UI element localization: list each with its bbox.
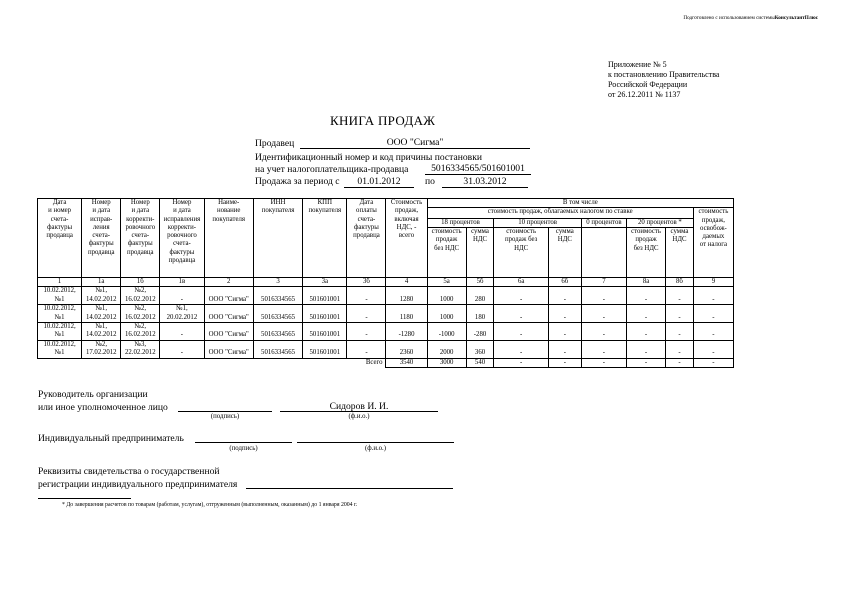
header-text: продаж (435, 236, 458, 244)
column-number: 3 (253, 278, 302, 287)
cell-7: - (581, 287, 626, 305)
header-c6b (548, 228, 581, 278)
column-number: 3б (347, 278, 386, 287)
header-text: продавца (46, 232, 73, 240)
seller-underline (300, 148, 530, 149)
column-number: 3а (303, 278, 347, 287)
header-c5a (427, 228, 466, 278)
page-title: КНИГА ПРОДАЖ (330, 113, 436, 128)
header-text: фактуры (354, 223, 379, 231)
totals-8b: - (666, 358, 694, 367)
header-including: В том числе (427, 199, 733, 208)
column-number: 8б (666, 278, 694, 287)
cell-inn: 5016334565 (253, 322, 302, 340)
header-text: даемых (702, 233, 725, 241)
header-text: счета- (357, 215, 376, 223)
cell-6b: - (548, 287, 581, 305)
totals-6b: - (548, 358, 581, 367)
source-note-prefix: Подготовлено с использованием системы (683, 15, 775, 21)
totals-7: - (581, 358, 626, 367)
header-text: покупателя (308, 207, 342, 215)
header-text: корректи- (126, 215, 155, 223)
header-c4 (386, 199, 427, 278)
cell-buyer: ООО "Сигма" (204, 340, 253, 358)
header-text: корректи- (167, 223, 197, 231)
cell-5b: 360 (466, 340, 494, 358)
cell-corrective-fix: - (160, 322, 204, 340)
cell-corrective (121, 287, 160, 305)
cell-7: - (581, 340, 626, 358)
header-text: стоимость (631, 228, 661, 235)
cell-8b: - (666, 287, 694, 305)
cell-text: 20.02.2012 (166, 313, 198, 321)
cell-7: - (581, 322, 626, 340)
cell-inn: 5016334565 (253, 340, 302, 358)
header-text: и дата (173, 207, 191, 215)
cell-text: №3, (134, 340, 147, 348)
cell-8b: - (666, 305, 694, 323)
cell-6b: - (548, 340, 581, 358)
column-number: 2 (204, 278, 253, 287)
cell-5a: 1000 (427, 305, 466, 323)
header-text: исправления (163, 215, 201, 223)
header-p10: 10 процентов (494, 218, 581, 227)
cell-text: 10.02.2012, (43, 340, 76, 348)
column-number: 5а (427, 278, 466, 287)
header-text: КПП (317, 199, 332, 206)
header-text: Стоимость (390, 199, 423, 206)
header-text: счета- (131, 232, 150, 240)
cell-8a: - (627, 340, 666, 358)
appendix-line: от 26.12.2011 № 1137 (608, 90, 681, 99)
id-label-2: на учет налогоплательщика-продавца (255, 164, 409, 175)
totals-5a: 3000 (427, 358, 466, 367)
header-text: покупателя (261, 207, 295, 215)
period-to-label: по (425, 176, 435, 187)
id-underline (425, 174, 531, 175)
cell-text: 14.02.2012 (85, 313, 117, 321)
column-number: 8а (627, 278, 666, 287)
head-label-1: Руководитель организации (38, 389, 148, 400)
header-c7 (581, 228, 626, 278)
column-number: 6а (494, 278, 548, 287)
header-c1a (82, 199, 121, 278)
cell-pay-date: - (347, 305, 386, 323)
table-row (38, 322, 734, 340)
header-text: Номер (91, 199, 111, 206)
cell-5a: 2000 (427, 340, 466, 358)
ip-sign-line (195, 442, 292, 443)
header-text: ИНН (270, 199, 286, 206)
totals-label: Всего (38, 358, 386, 367)
column-number: 1 (38, 278, 82, 287)
header-row-1 (38, 199, 734, 208)
totals-5b: 540 (466, 358, 494, 367)
header-text: покупателя (212, 215, 246, 223)
head-name: Сидоров И. И. (329, 401, 389, 412)
header-text: продаж, (701, 216, 725, 224)
cell-5a: 1000 (427, 287, 466, 305)
table-row (38, 340, 734, 358)
cell-8a: - (627, 287, 666, 305)
header-text: стоимость (698, 208, 729, 216)
cell-buyer: ООО "Сигма" (204, 322, 253, 340)
req-label-1: Реквизиты свидетельства о государственной (38, 466, 220, 477)
cell-6a: - (494, 305, 548, 323)
column-number: 1а (82, 278, 121, 287)
header-c1v (160, 199, 204, 278)
header-text: НДС (672, 236, 687, 244)
header-text: без НДС (434, 244, 460, 252)
cell-8b: - (666, 322, 694, 340)
cell-text: №1 (54, 349, 65, 357)
header-c5b (466, 228, 494, 278)
cell-text: 10.02.2012, (43, 322, 76, 330)
cell-kpp: 501601001 (303, 305, 347, 323)
cell-6a: - (494, 287, 548, 305)
cell-6a: - (494, 322, 548, 340)
cell-kpp: 501601001 (303, 340, 347, 358)
cell-correction (82, 340, 121, 358)
header-text: продаж без (505, 236, 538, 244)
column-number: 1в (160, 278, 204, 287)
sales-table (37, 198, 734, 368)
source-note (683, 15, 818, 21)
header-c2 (204, 199, 253, 278)
cell-9: - (693, 305, 733, 323)
header-text: Дата (359, 199, 374, 206)
cell-text: №1, (95, 305, 108, 313)
header-c3b (347, 199, 386, 278)
header-c8b (666, 228, 694, 278)
header-text: и номер (48, 207, 72, 215)
cell-invoice (38, 322, 82, 340)
table-row (38, 287, 734, 305)
cell-correction (82, 287, 121, 305)
header-text: НДС, - (396, 223, 417, 231)
header-text: продавца (87, 248, 115, 256)
header-text: всего (398, 232, 415, 240)
header-text: сумма (471, 228, 489, 235)
period-from: 01.01.2012 (357, 176, 401, 187)
table-row (38, 305, 734, 323)
cell-text: 16.02.2012 (125, 313, 156, 321)
header-text: продаж (635, 236, 657, 244)
head-fio-caption: (ф.и.о.) (348, 413, 370, 420)
cell-pay-date: - (347, 340, 386, 358)
cell-text: №1, (95, 322, 108, 330)
cell-total: 2360 (386, 340, 427, 358)
totals-row (38, 358, 734, 367)
cell-total: 1180 (386, 305, 427, 323)
header-c9 (693, 208, 733, 278)
header-text: продаж, (394, 207, 419, 215)
header-text: НДС (557, 236, 572, 244)
cell-text: №1 (54, 331, 65, 339)
cell-corrective-fix: - (160, 287, 204, 305)
header-text: Номер (130, 199, 150, 206)
cell-text: №1 (54, 313, 65, 321)
cell-buyer: ООО "Сигма" (204, 287, 253, 305)
cell-5b: 180 (466, 305, 494, 323)
req-label-2: регистрации индивидуального предпринимателя (38, 479, 238, 490)
cell-5b: 280 (466, 287, 494, 305)
header-text: освобож- (700, 224, 727, 232)
cell-corrective (121, 305, 160, 323)
appendix-line: Приложение № 5 (608, 60, 667, 69)
appendix-line: Российской Федерации (608, 80, 688, 89)
header-text: НДС (472, 236, 488, 244)
header-p0: 0 процентов (581, 218, 626, 227)
header-text: от налога (699, 241, 728, 249)
header-text: фактуры (169, 248, 195, 256)
cell-corrective (121, 322, 160, 340)
period-to-underline (442, 187, 528, 188)
header-text: и дата (92, 207, 111, 215)
cell-5a: -1000 (427, 322, 466, 340)
totals-9: - (693, 358, 733, 367)
header-text: стоимость (431, 228, 462, 235)
cell-pay-date: - (347, 322, 386, 340)
header-text: ления (92, 223, 110, 231)
cell-text: 17.02.2012 (85, 349, 117, 357)
header-text: счета- (173, 240, 191, 248)
header-text: счета- (50, 215, 69, 223)
cell-total: -1280 (386, 322, 427, 340)
cell-text: 16.02.2012 (125, 331, 156, 339)
cell-text: 16.02.2012 (125, 295, 156, 303)
req-line (246, 488, 453, 489)
header-c6a (494, 228, 548, 278)
column-number: 7 (581, 278, 626, 287)
header-text: фактуры (47, 223, 73, 231)
header-text: ровочного (125, 223, 156, 231)
ip-name-line (297, 442, 454, 443)
cell-8b: - (666, 340, 694, 358)
cell-invoice (38, 287, 82, 305)
cell-text: 22.02.2012 (125, 349, 156, 357)
id-label-1: Идентификационный номер и код причины постановки (255, 152, 482, 163)
header-p18: 18 процентов (427, 218, 494, 227)
ip-sign-caption: (подпись) (229, 445, 258, 452)
header-text: сумма (670, 228, 689, 235)
seller-value: ООО "Сигма" (386, 137, 444, 148)
appendix-line: к постановлению Правительства (608, 70, 720, 79)
header-c1 (38, 199, 82, 278)
cell-8a: - (627, 305, 666, 323)
cell-invoice (38, 340, 82, 358)
cell-text: №2, (95, 340, 108, 348)
cell-text: №2, (134, 305, 147, 313)
cell-buyer: ООО "Сигма" (204, 305, 253, 323)
cell-corrective-fix (160, 305, 204, 323)
header-text: Номер (172, 199, 192, 206)
header-c1b (121, 199, 160, 278)
totals-6a: - (494, 358, 548, 367)
header-text: и дата (131, 207, 150, 215)
cell-correction (82, 322, 121, 340)
cell-text: 14.02.2012 (85, 331, 117, 339)
header-p20: 20 процентов * (627, 218, 694, 227)
cell-text: №2, (134, 287, 147, 295)
header-text: Дата (52, 199, 67, 206)
cell-kpp: 501601001 (303, 322, 347, 340)
cell-inn: 5016334565 (253, 287, 302, 305)
cell-6a: - (494, 340, 548, 358)
header-taxed: стоимость продаж, облагаемых налогом по ставке (427, 208, 693, 218)
cell-9: - (693, 340, 733, 358)
seller-label: Продавец (255, 138, 295, 149)
cell-7: - (581, 305, 626, 323)
header-text: нование (216, 207, 241, 215)
column-number: 1б (121, 278, 160, 287)
cell-9: - (693, 322, 733, 340)
cell-corrective-fix: - (160, 340, 204, 358)
header-c3a (303, 199, 347, 278)
cell-text: 10.02.2012, (43, 305, 76, 313)
footnote: * До завершения расчетов по товарам (работам, услугам), отгруженным (выполненным, оказанным) до 1 января 2004 г. (62, 502, 358, 508)
header-text: исправ- (90, 215, 113, 223)
cell-6b: - (548, 305, 581, 323)
footnote-separator (38, 498, 131, 499)
source-note-brand: КонсультантПлюс (774, 15, 818, 21)
cell-8a: - (627, 322, 666, 340)
appendix-block (608, 60, 719, 100)
cell-6b: - (548, 322, 581, 340)
header-text: без НДС (633, 244, 659, 252)
cell-text: №2, (134, 322, 147, 330)
cell-correction (82, 305, 121, 323)
cell-text: №1 (54, 295, 65, 303)
header-text: фактуры (88, 240, 114, 248)
cell-text: №1, (95, 287, 108, 295)
head-sign-caption: (подпись) (210, 413, 240, 420)
head-label-2: или иное уполномоченное лицо (38, 402, 168, 413)
header-text: стоимость (506, 228, 537, 235)
header-text: фактуры (127, 240, 153, 248)
header-text: продавца (168, 257, 196, 265)
column-number: 6б (548, 278, 581, 287)
header-text: НДС (514, 244, 529, 252)
header-text: счета- (92, 232, 111, 240)
column-number: 4 (386, 278, 427, 287)
period-label: Продажа за период с (255, 176, 340, 187)
totals-total: 3540 (386, 358, 427, 367)
cell-text: №1, (176, 305, 188, 313)
cell-kpp: 501601001 (303, 287, 347, 305)
header-text: ровочного (167, 232, 197, 240)
totals-8a: - (627, 358, 666, 367)
head-sign-line (178, 411, 272, 412)
id-value: 5016334565/501601001 (431, 163, 525, 174)
cell-inn: 5016334565 (253, 305, 302, 323)
column-number: 9 (693, 278, 733, 287)
cell-invoice (38, 305, 82, 323)
cell-corrective (121, 340, 160, 358)
ip-fio-caption: (ф.и.о.) (364, 445, 387, 452)
ip-label: Индивидуальный предприниматель (38, 433, 184, 444)
cell-9: - (693, 287, 733, 305)
header-text: включая (394, 215, 419, 223)
period-from-underline (344, 187, 414, 188)
header-c3 (253, 199, 302, 278)
header-text: продавца (127, 248, 154, 256)
period-to: 31.03.2012 (463, 176, 507, 187)
cell-5b: -280 (466, 322, 494, 340)
cell-total: 1280 (386, 287, 427, 305)
column-number-row (38, 278, 734, 287)
header-text: сумма (555, 228, 574, 235)
cell-text: 10.02.2012, (43, 287, 76, 295)
header-c8a (627, 228, 666, 278)
header-text: оплаты (356, 207, 377, 215)
cell-pay-date: - (347, 287, 386, 305)
cell-text: 14.02.2012 (85, 295, 117, 303)
column-number: 5б (466, 278, 494, 287)
header-text: продавца (353, 232, 380, 240)
header-text: Наиме- (218, 199, 240, 206)
